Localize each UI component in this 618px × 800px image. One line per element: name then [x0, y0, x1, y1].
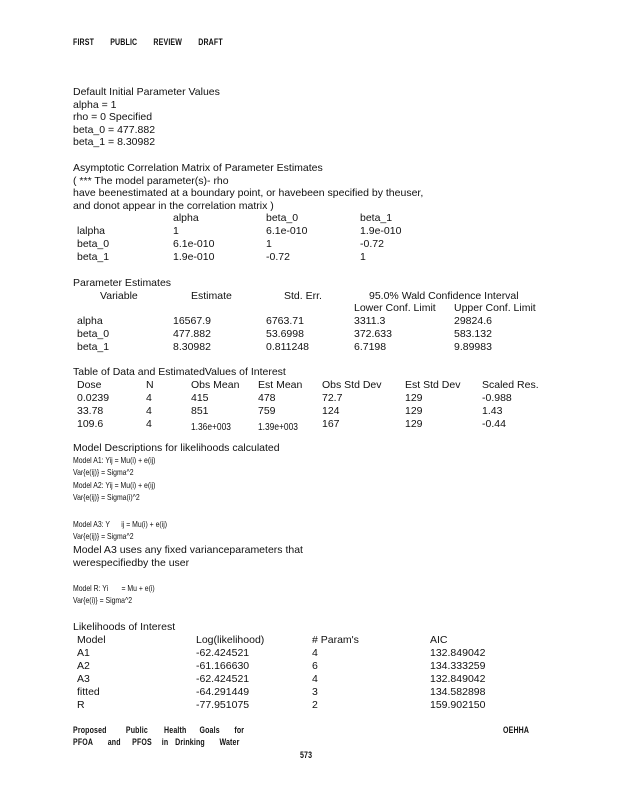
- footer-word: in: [161, 737, 169, 747]
- table-cell: 3: [312, 686, 318, 698]
- param-line: beta_0 = 477.882: [73, 123, 156, 136]
- column-header: Dose: [77, 379, 102, 391]
- param-line: alpha = 1: [73, 98, 117, 111]
- column-header: alpha: [173, 212, 199, 224]
- section-title: Model Descriptions for likelihoods calculated: [73, 442, 280, 454]
- table-cell: -64.291449: [196, 686, 250, 698]
- column-header: # Param's: [312, 634, 359, 646]
- column-header: Obs Mean: [191, 379, 240, 391]
- model-a1-description: [73, 455, 155, 478]
- initial-params-section: [73, 86, 220, 149]
- footer-word: Goals: [199, 725, 220, 735]
- table-cell: 132.849042: [430, 673, 486, 685]
- table-cell: 132.849042: [430, 647, 486, 659]
- footer-word: for: [234, 725, 245, 735]
- column-header: beta_1: [360, 212, 393, 224]
- data-table: [73, 379, 553, 431]
- column-header: Obs Std Dev: [322, 379, 382, 391]
- table-cell: 6.7198: [354, 341, 387, 353]
- table-cell: 3311.3: [354, 315, 386, 327]
- table-cell: -62.424521: [196, 673, 250, 685]
- section-title: Table of Data and EstimatedValues of Interest: [73, 366, 286, 378]
- table-cell: -0.44: [482, 418, 506, 430]
- footer-word: Water: [219, 737, 240, 747]
- table-cell: 6: [312, 660, 318, 672]
- footer-word: Health: [164, 725, 187, 735]
- section-title: Asymptotic Correlation Matrix of Parameter Estimates: [73, 162, 323, 174]
- table-cell: -61.166630: [196, 660, 250, 672]
- table-cell: 134.582898: [430, 686, 486, 698]
- table-cell: 477.882: [173, 328, 211, 340]
- table-cell: 167: [322, 418, 340, 430]
- table-cell: lalpha: [77, 225, 106, 237]
- footer-word: Public: [125, 725, 148, 735]
- column-header: Scaled Res.: [482, 379, 539, 391]
- note-line: have beenestimated at a boundary point, or havebeen specified by theuser,: [73, 187, 424, 200]
- section-title: Parameter Estimates: [73, 277, 172, 289]
- column-header: Lower Conf. Limit: [354, 302, 436, 314]
- table-cell: -0.72: [360, 238, 384, 250]
- model-a3-description: [73, 519, 167, 542]
- table-cell: 4: [146, 392, 152, 404]
- page-number: 573: [300, 750, 313, 760]
- correlation-table: [73, 212, 553, 264]
- table-cell: 4: [146, 418, 152, 430]
- table-cell: beta_1: [77, 251, 110, 263]
- table-cell: 1.39e+003: [258, 421, 298, 433]
- column-header: Model: [77, 634, 106, 646]
- table-cell: 124: [322, 405, 340, 417]
- footer-word: Drinking: [175, 737, 205, 747]
- table-cell: 478: [258, 392, 276, 404]
- table-cell: A1: [77, 647, 90, 659]
- table-cell: -62.424521: [196, 647, 250, 659]
- table-cell: 129: [405, 392, 423, 404]
- note-line: and donot appear in the correlation matrix ): [73, 199, 274, 212]
- column-header: 95.0% Wald Confidence Interval: [369, 290, 519, 302]
- note-line: werespecifiedby the user: [73, 556, 190, 569]
- column-header: Upper Conf. Limit: [454, 302, 536, 314]
- table-cell: beta_1: [77, 341, 110, 353]
- model-r-description: [73, 583, 155, 606]
- table-cell: 583.132: [454, 328, 492, 340]
- column-header: Log(likelihood): [196, 634, 265, 646]
- header-word: REVIEW: [153, 37, 183, 47]
- correlation-section: [73, 162, 423, 212]
- table-cell: 1: [360, 251, 366, 263]
- column-header: Est Mean: [258, 379, 303, 391]
- table-cell: beta_0: [77, 238, 110, 250]
- table-cell: 33.78: [77, 405, 104, 417]
- column-header: Variable: [100, 290, 138, 302]
- model-line: Var{e(ij)} = Sigma(i)^2: [73, 491, 140, 502]
- table-cell: 1.9e-010: [173, 251, 215, 263]
- table-cell: 2: [312, 699, 318, 711]
- table-cell: 129: [405, 405, 423, 417]
- table-cell: 9.89983: [454, 341, 492, 353]
- note-line: ( *** The model parameter(s)- rho: [73, 174, 229, 187]
- footer-title-line-2: [73, 737, 239, 747]
- column-header: Std. Err.: [284, 290, 322, 302]
- likelihoods-table: [73, 634, 553, 712]
- header-draft-label: [73, 37, 223, 47]
- model-line: Var{e(i)} = Sigma^2: [73, 594, 133, 605]
- table-cell: 72.7: [322, 392, 343, 404]
- table-cell: 0.0239: [77, 392, 110, 404]
- table-cell: 129: [405, 418, 423, 430]
- model-line: Model R: Yi = Mu + e(i): [73, 583, 155, 593]
- table-cell: 159.902150: [430, 699, 486, 711]
- model-line: Var{e(ij)} = Sigma^2: [73, 530, 134, 541]
- table-cell: -0.72: [266, 251, 290, 263]
- model-a3-note: [73, 544, 303, 569]
- column-header: beta_0: [266, 212, 299, 224]
- column-header: Estimate: [191, 290, 232, 302]
- table-cell: 6.1e-010: [266, 225, 308, 237]
- table-cell: 53.6998: [266, 328, 304, 340]
- table-cell: 372.633: [354, 328, 392, 340]
- footer-word: and: [107, 737, 121, 747]
- table-cell: R: [77, 699, 85, 711]
- table-cell: fitted: [77, 686, 100, 698]
- table-cell: 6.1e-010: [173, 238, 215, 250]
- param-line: beta_1 = 8.30982: [73, 136, 156, 149]
- table-cell: 1.43: [482, 405, 503, 417]
- header-word: FIRST: [73, 37, 95, 47]
- table-cell: beta_0: [77, 328, 110, 340]
- table-cell: 0.811248: [266, 341, 310, 353]
- section-title: Default Initial Parameter Values: [73, 86, 220, 98]
- footer-word: PFOA: [73, 737, 94, 747]
- table-cell: 851: [191, 405, 209, 417]
- table-cell: -0.988: [482, 392, 512, 404]
- table-cell: A3: [77, 673, 90, 685]
- table-cell: 16567.9: [173, 315, 211, 327]
- table-cell: 1.36e+003: [191, 421, 231, 433]
- table-cell: 4: [312, 647, 318, 659]
- table-cell: 29824.6: [454, 315, 492, 327]
- header-word: PUBLIC: [110, 37, 138, 47]
- table-cell: 4: [312, 673, 318, 685]
- model-line: Model A2: Yij = Mu(i) + e(ij): [73, 480, 156, 490]
- param-line: rho = 0 Specified: [73, 111, 153, 124]
- header-word: DRAFT: [198, 37, 223, 47]
- model-line: Model A3: Y ij = Mu(i) + e(ij): [73, 519, 168, 529]
- note-line: Model A3 uses any fixed varianceparameters that: [73, 544, 303, 556]
- model-line: Var{e(ij)} = Sigma^2: [73, 466, 134, 477]
- table-cell: 4: [146, 405, 152, 417]
- table-cell: 6763.71: [266, 315, 304, 327]
- section-title: Likelihoods of Interest: [73, 621, 176, 633]
- table-cell: 1.9e-010: [360, 225, 402, 237]
- estimates-table: [73, 290, 553, 354]
- table-cell: 1: [266, 238, 272, 250]
- footer-title-line-1: [73, 725, 244, 735]
- table-cell: 759: [258, 405, 276, 417]
- table-cell: alpha: [77, 315, 103, 327]
- column-header: AIC: [430, 634, 448, 646]
- table-cell: 109.6: [77, 418, 104, 430]
- model-line: Model A1: Yij = Mu(i) + e(ij): [73, 455, 156, 465]
- footer-word: Proposed: [73, 725, 107, 735]
- table-cell: 8.30982: [173, 341, 211, 353]
- footer-word: PFOS: [132, 737, 152, 747]
- table-cell: 415: [191, 392, 209, 404]
- table-cell: 1: [173, 225, 179, 237]
- table-cell: A2: [77, 660, 90, 672]
- column-header: Est Std Dev: [405, 379, 461, 391]
- model-a2-description: [73, 480, 155, 503]
- table-cell: -77.951075: [196, 699, 250, 711]
- column-header: N: [146, 379, 154, 391]
- footer-org: OEHHA: [503, 725, 530, 735]
- table-cell: 134.333259: [430, 660, 486, 672]
